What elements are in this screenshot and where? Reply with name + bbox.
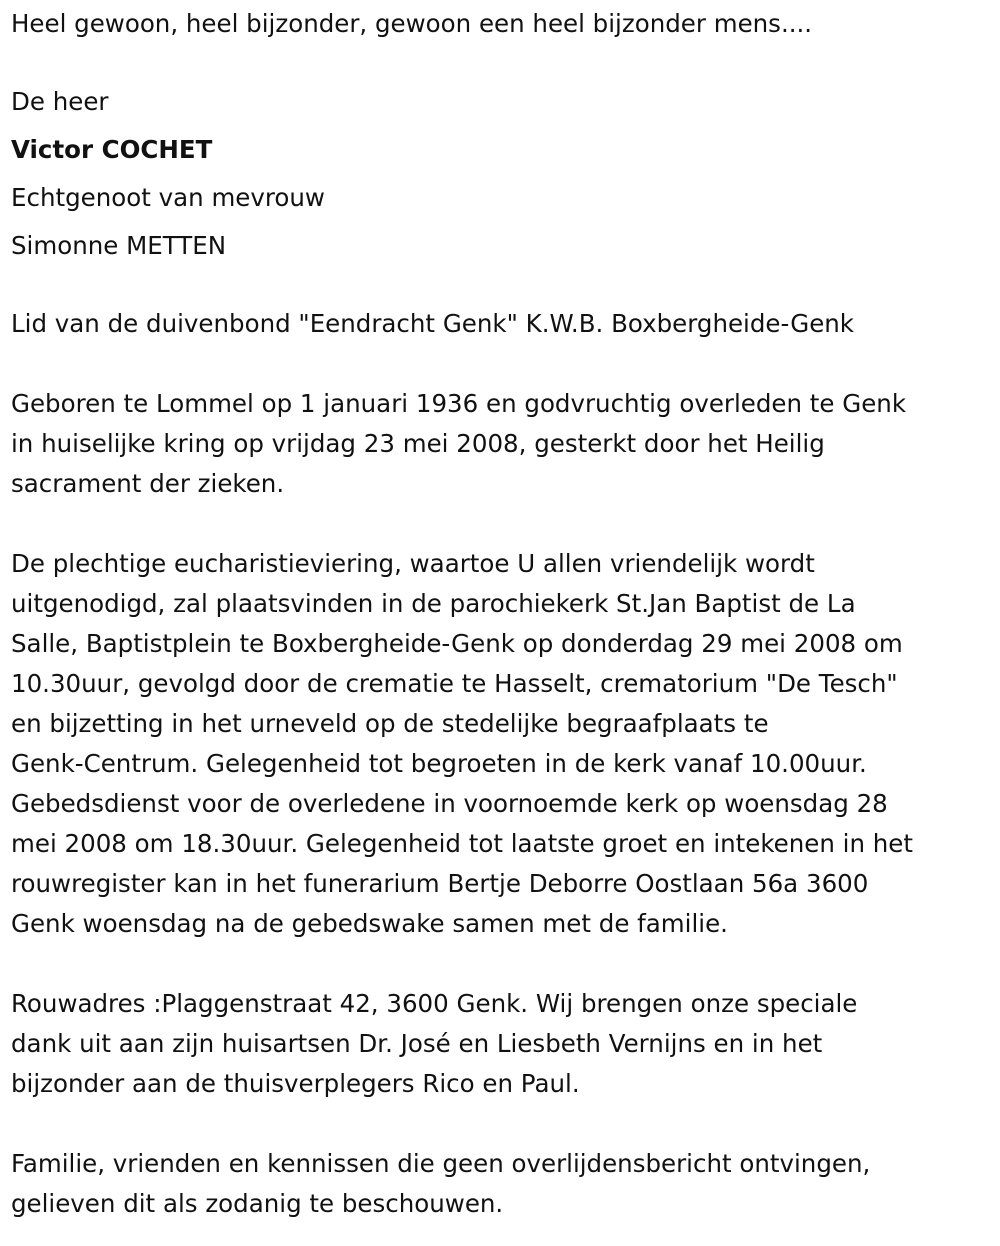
paragraph-line: en bijzetting in het urneveld op de stedelijke begraafplaats te: [11, 709, 769, 738]
ceremony-paragraph: [11, 544, 991, 944]
greeting-text: Heel gewoon, heel bijzonder, gewoon een heel bijzonder mens....: [11, 9, 813, 38]
spouse-intro: Echtgenoot van mevrouw: [11, 183, 325, 212]
paragraph-line: Rouwadres :Plaggenstraat 42, 3600 Genk. Wij brengen onze speciale: [11, 989, 858, 1018]
paragraph-line: Geboren te Lommel op 1 januari 1936 en godvruchtig overleden te Genk: [11, 389, 907, 418]
paragraph-line: Familie, vrienden en kennissen die geen overlijdensbericht ontvingen,: [11, 1149, 871, 1178]
closing-paragraph: [11, 1144, 991, 1224]
birth-death-paragraph: [11, 384, 991, 504]
paragraph-line: dank uit aan zijn huisartsen Dr. José en Liesbeth Vernijns en in het: [11, 1029, 823, 1058]
paragraph-line: uitgenodigd, zal plaatsvinden in de parochiekerk St.Jan Baptist de La: [11, 589, 856, 618]
paragraph-line: Genk woensdag na de gebedswake samen met de familie.: [11, 909, 728, 938]
address-paragraph: [11, 984, 991, 1104]
paragraph-line: rouwregister kan in het funerarium Bertje Deborre Oostlaan 56a 3600: [11, 869, 869, 898]
deceased-name: Victor COCHET: [11, 135, 213, 164]
membership-text: Lid van de duivenbond "Eendracht Genk" K.W.B. Boxbergheide-Genk: [11, 309, 854, 338]
death-notice: [11, 4, 991, 1224]
paragraph-line: Genk-Centrum. Gelegenheid tot begroeten in de kerk vanaf 10.00uur.: [11, 749, 867, 778]
spouse-name: Simonne METTEN: [11, 231, 227, 260]
paragraph-line: Gebedsdienst voor de overledene in voornoemde kerk op woensdag 28: [11, 789, 888, 818]
paragraph-line: De plechtige eucharistieviering, waartoe U allen vriendelijk wordt: [11, 549, 815, 578]
salutation: De heer: [11, 87, 109, 116]
paragraph-line: mei 2008 om 18.30uur. Gelegenheid tot laatste groet en intekenen in het: [11, 829, 913, 858]
paragraph-line: 10.30uur, gevolgd door de crematie te Hasselt, crematorium "De Tesch": [11, 669, 898, 698]
paragraph-line: gelieven dit als zodanig te beschouwen.: [11, 1189, 504, 1218]
paragraph-line: Salle, Baptistplein te Boxbergheide-Genk op donderdag 29 mei 2008 om: [11, 629, 903, 658]
paragraph-line: in huiselijke kring op vrijdag 23 mei 2008, gesterkt door het Heilig: [11, 429, 825, 458]
paragraph-line: sacrament der zieken.: [11, 469, 285, 498]
paragraph-line: bijzonder aan de thuisverplegers Rico en Paul.: [11, 1069, 580, 1098]
